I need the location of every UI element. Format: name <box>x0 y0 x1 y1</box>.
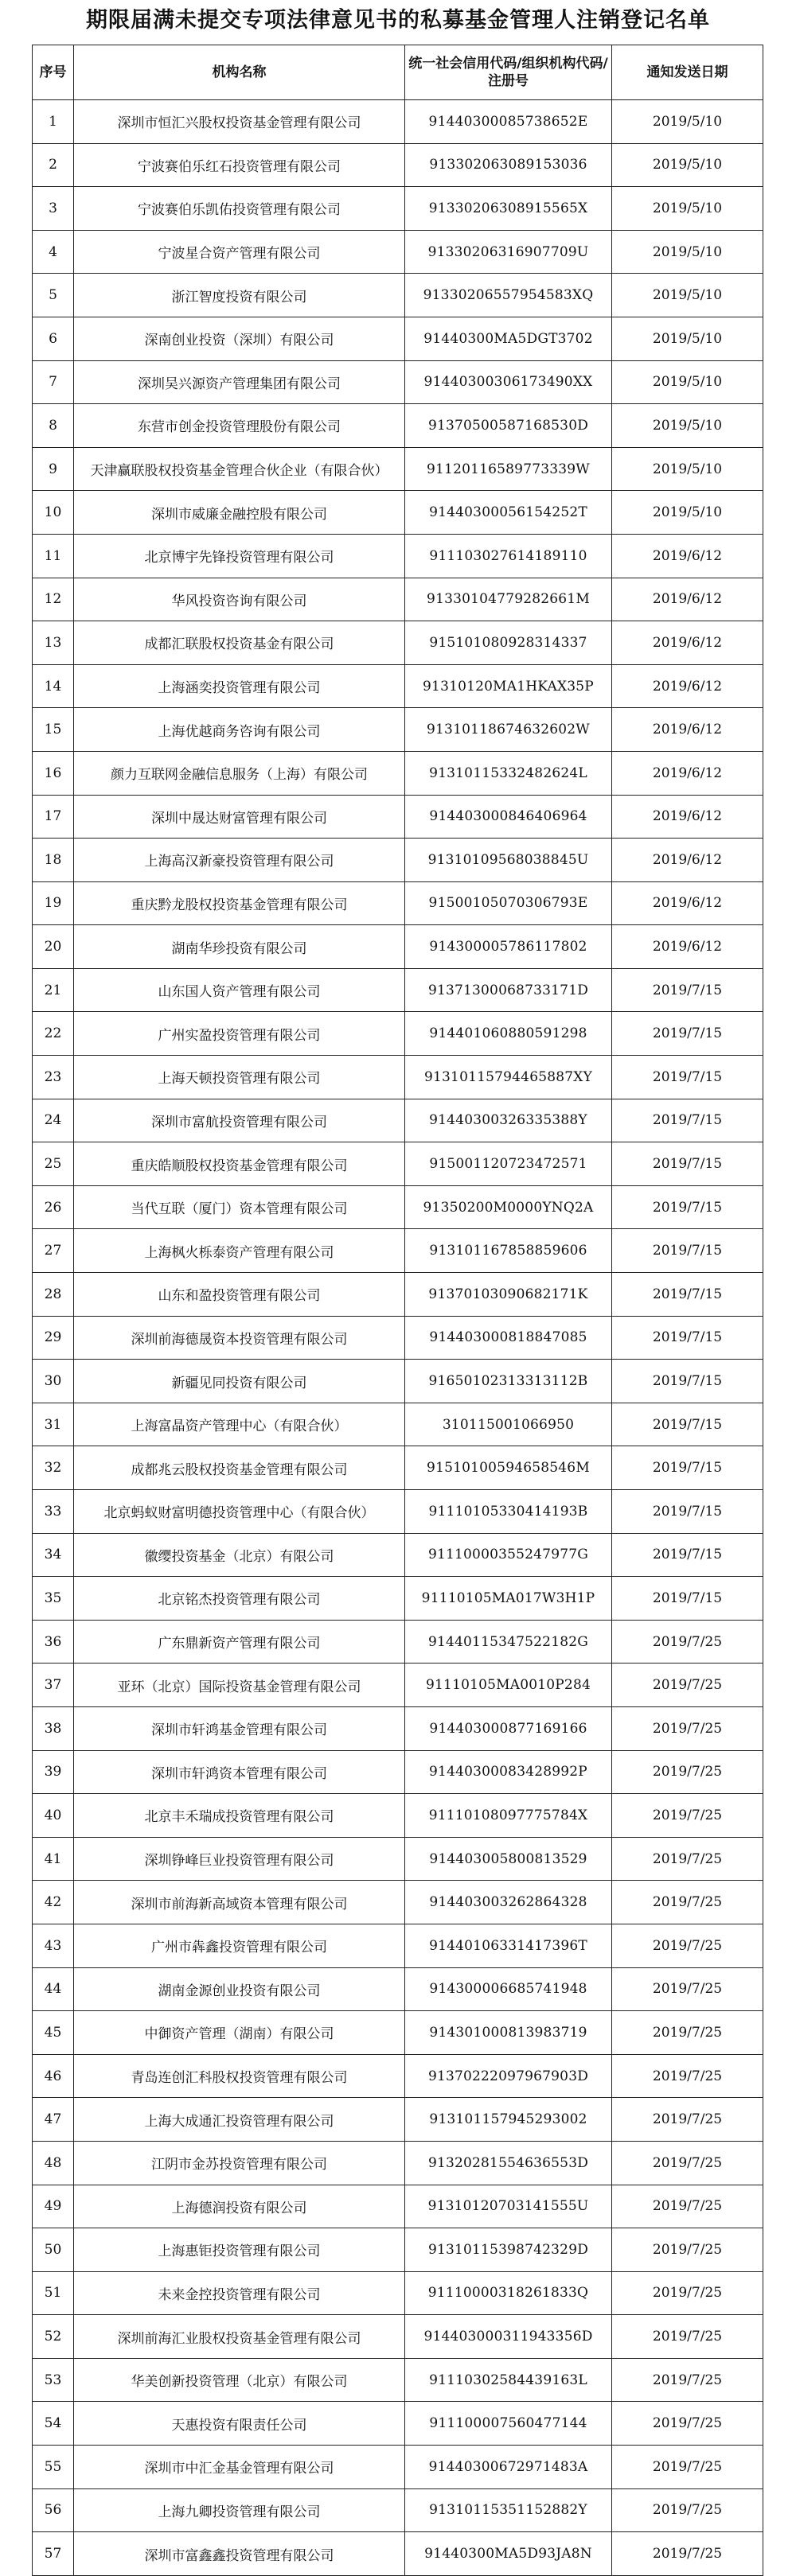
table-row <box>33 1056 763 1099</box>
serial-number-cell: 8 <box>33 404 74 448</box>
table-row <box>33 491 763 535</box>
credit-code-cell: 91440300083428992P <box>405 1750 612 1794</box>
credit-code-cell: 91650102313313112B <box>405 1360 612 1403</box>
serial-number-cell: 24 <box>33 1099 74 1142</box>
credit-code-cell: 91320281554636553D <box>405 2141 612 2185</box>
credit-code-cell: 91110105330414193B <box>405 1490 612 1534</box>
institution-name-cell: 深圳市前海新高域资本管理有限公司 <box>74 1881 405 1924</box>
table-row <box>33 2011 763 2055</box>
credit-code-cell: 91370500587168530D <box>405 404 612 448</box>
notice-date-cell: 2019/6/12 <box>612 664 763 708</box>
credit-code-cell: 913101167858859606 <box>405 1229 612 1273</box>
table-row <box>33 1446 763 1490</box>
institution-name-cell: 徽缨投资基金（北京）有限公司 <box>74 1533 405 1577</box>
credit-code-cell: 91510100594658546M <box>405 1446 612 1490</box>
notice-date-cell: 2019/7/25 <box>612 2488 763 2532</box>
institution-name-cell: 华美创新投资管理（北京）有限公司 <box>74 2358 405 2402</box>
institution-name-cell: 深圳市恒汇兴股权投资基金管理有限公司 <box>74 100 405 144</box>
credit-code-cell: 91370222097967903D <box>405 2054 612 2098</box>
institution-name-cell: 上海德润投资有限公司 <box>74 2185 405 2228</box>
notice-date-cell: 2019/6/12 <box>612 839 763 882</box>
notice-date-cell: 2019/7/25 <box>612 2185 763 2228</box>
table-row <box>33 317 763 360</box>
serial-number-cell: 35 <box>33 1577 74 1621</box>
table-row <box>33 1577 763 1621</box>
table-row <box>33 360 763 404</box>
institution-name-cell: 宁波星合资产管理有限公司 <box>74 230 405 274</box>
serial-number-cell: 32 <box>33 1446 74 1490</box>
institution-name-cell: 北京铭杰投资管理有限公司 <box>74 1577 405 1621</box>
table-row <box>33 1229 763 1273</box>
credit-code-cell: 91110000355247977G <box>405 1533 612 1577</box>
institution-name-cell: 颜力互联网金融信息服务（上海）有限公司 <box>74 751 405 795</box>
notice-date-cell: 2019/7/25 <box>612 1706 763 1750</box>
credit-code-cell: 91371300068733171D <box>405 968 612 1012</box>
institution-name-cell: 上海惠钜投资管理有限公司 <box>74 2228 405 2272</box>
serial-number-cell: 9 <box>33 447 74 491</box>
credit-code-cell: 91120116589773339W <box>405 447 612 491</box>
institution-name-cell: 深圳市轩鸿资本管理有限公司 <box>74 1750 405 1794</box>
notice-date-cell: 2019/5/10 <box>612 187 763 231</box>
serial-number-cell: 50 <box>33 2228 74 2272</box>
institution-name-cell: 广州市犇鑫投资管理有限公司 <box>74 1924 405 1967</box>
serial-number-cell: 31 <box>33 1403 74 1446</box>
serial-number-cell: 26 <box>33 1185 74 1229</box>
institution-name-cell: 宁波赛伯乐凯佑投资管理有限公司 <box>74 187 405 231</box>
credit-code-cell: 91370103090682171K <box>405 1273 612 1317</box>
institution-name-cell: 北京蚂蚁财富明德投资管理中心（有限合伙） <box>74 1490 405 1534</box>
table-row <box>33 1750 763 1794</box>
notice-date-cell: 2019/5/10 <box>612 447 763 491</box>
serial-number-cell: 23 <box>33 1056 74 1099</box>
notice-date-cell: 2019/5/10 <box>612 491 763 535</box>
serial-number-cell: 55 <box>33 2446 74 2489</box>
table-row <box>33 751 763 795</box>
institution-name-cell: 广东鼎新资产管理有限公司 <box>74 1620 405 1664</box>
notice-date-cell: 2019/5/10 <box>612 317 763 360</box>
credit-code-cell: 914300005786117802 <box>405 925 612 969</box>
serial-number-cell: 44 <box>33 1967 74 2011</box>
serial-number-cell: 11 <box>33 534 74 578</box>
institution-name-cell: 湖南华珍投资有限公司 <box>74 925 405 969</box>
notice-date-cell: 2019/7/25 <box>612 2402 763 2446</box>
table-row <box>33 2358 763 2402</box>
credit-code-cell: 91110302584439163L <box>405 2358 612 2402</box>
table-row <box>33 1403 763 1446</box>
notice-date-cell: 2019/7/15 <box>612 1185 763 1229</box>
institution-name-cell: 深圳前海汇业股权投资基金管理有限公司 <box>74 2315 405 2359</box>
table-row <box>33 1706 763 1750</box>
notice-date-cell: 2019/7/15 <box>612 1229 763 1273</box>
header-serial-number <box>33 45 74 100</box>
institution-name-cell: 深圳吴兴源资产管理集团有限公司 <box>74 360 405 404</box>
notice-date-cell: 2019/7/15 <box>612 1316 763 1360</box>
notice-date-cell: 2019/6/12 <box>612 578 763 621</box>
credit-code-cell: 91310115794465887XY <box>405 1056 612 1099</box>
institution-name-cell: 重庆皓顺股权投资基金管理有限公司 <box>74 1142 405 1186</box>
notice-date-cell: 2019/6/12 <box>612 621 763 665</box>
notice-date-cell: 2019/5/10 <box>612 360 763 404</box>
institution-name-cell: 江阴市金苏投资管理有限公司 <box>74 2141 405 2185</box>
serial-number-cell: 42 <box>33 1881 74 1924</box>
header-notice-date <box>612 45 763 100</box>
table-row <box>33 925 763 969</box>
serial-number-cell: 39 <box>33 1750 74 1794</box>
serial-number-cell: 7 <box>33 360 74 404</box>
serial-number-cell: 2 <box>33 143 74 187</box>
institution-name-cell: 深圳市威廉金融控股有限公司 <box>74 491 405 535</box>
table-row <box>33 968 763 1012</box>
institution-name-cell: 深圳中晟达财富管理有限公司 <box>74 795 405 839</box>
institution-name-cell: 上海大成通汇投资管理有限公司 <box>74 2098 405 2142</box>
notice-date-cell: 2019/7/25 <box>612 1750 763 1794</box>
notice-date-cell: 2019/7/15 <box>612 968 763 1012</box>
notice-date-cell: 2019/7/15 <box>612 1012 763 1056</box>
table-row <box>33 1316 763 1360</box>
serial-number-cell: 53 <box>33 2358 74 2402</box>
header-credit-code <box>405 45 612 100</box>
institution-name-cell: 青岛连创汇科股权投资管理有限公司 <box>74 2054 405 2098</box>
serial-number-cell: 19 <box>33 881 74 925</box>
serial-number-cell: 37 <box>33 1664 74 1707</box>
table-row <box>33 1620 763 1664</box>
institution-name-cell: 深圳市轩鸿基金管理有限公司 <box>74 1706 405 1750</box>
serial-number-cell: 56 <box>33 2488 74 2532</box>
institution-name-cell: 广州实盈投资管理有限公司 <box>74 1012 405 1056</box>
notice-date-cell: 2019/6/12 <box>612 751 763 795</box>
credit-code-cell: 911100007560477144 <box>405 2402 612 2446</box>
notice-date-cell: 2019/7/15 <box>612 1099 763 1142</box>
serial-number-cell: 6 <box>33 317 74 360</box>
header-credit-code-label: 统一社会信用代码/组织机构代码/注册号 <box>408 56 608 89</box>
notice-date-cell: 2019/7/15 <box>612 1533 763 1577</box>
credit-code-cell: 91110108097775784X <box>405 1794 612 1838</box>
table-row <box>33 2228 763 2272</box>
institution-name-cell: 当代互联（厦门）资本管理有限公司 <box>74 1185 405 1229</box>
table-row <box>33 1185 763 1229</box>
serial-number-cell: 27 <box>33 1229 74 1273</box>
credit-code-cell: 91330206308915565X <box>405 187 612 231</box>
table-row <box>33 795 763 839</box>
table-row <box>33 839 763 882</box>
credit-code-cell: 91440300672971483A <box>405 2446 612 2489</box>
serial-number-cell: 57 <box>33 2532 74 2576</box>
table-row <box>33 1924 763 1967</box>
notice-date-cell: 2019/7/15 <box>612 1360 763 1403</box>
credit-code-cell: 91310120MA1HKAX35P <box>405 664 612 708</box>
institution-name-cell: 天惠投资有限责任公司 <box>74 2402 405 2446</box>
credit-code-cell: 91310120703141555U <box>405 2185 612 2228</box>
credit-code-cell: 91330206557954583XQ <box>405 274 612 317</box>
serial-number-cell: 51 <box>33 2271 74 2315</box>
credit-code-cell: 915101080928314337 <box>405 621 612 665</box>
serial-number-cell: 47 <box>33 2098 74 2142</box>
table-row <box>33 534 763 578</box>
credit-code-cell: 91440300326335388Y <box>405 1099 612 1142</box>
institution-name-cell: 成都汇联股权投资基金有限公司 <box>74 621 405 665</box>
table-row <box>33 1099 763 1142</box>
deregistration-table <box>32 45 763 2576</box>
credit-code-cell: 91110105MA0010P284 <box>405 1664 612 1707</box>
institution-name-cell: 中御资产管理（湖南）有限公司 <box>74 2011 405 2055</box>
institution-name-cell: 上海天顿投资管理有限公司 <box>74 1056 405 1099</box>
serial-number-cell: 34 <box>33 1533 74 1577</box>
credit-code-cell: 91310109568038845U <box>405 839 612 882</box>
table-row <box>33 1142 763 1186</box>
credit-code-cell: 91440300056154252T <box>405 491 612 535</box>
credit-code-cell: 914301000813983719 <box>405 2011 612 2055</box>
notice-date-cell: 2019/7/25 <box>612 2011 763 2055</box>
credit-code-cell: 914403000877169166 <box>405 1706 612 1750</box>
table-row <box>33 578 763 621</box>
header-notice-date-label: 通知发送日期 <box>646 64 728 80</box>
notice-date-cell: 2019/6/12 <box>612 708 763 752</box>
credit-code-cell: 914403000818847085 <box>405 1316 612 1360</box>
serial-number-cell: 43 <box>33 1924 74 1967</box>
institution-name-cell: 北京丰禾瑞成投资管理有限公司 <box>74 1794 405 1838</box>
institution-name-cell: 上海高汉新豪投资管理有限公司 <box>74 839 405 882</box>
notice-date-cell: 2019/7/25 <box>612 2358 763 2402</box>
notice-date-cell: 2019/7/25 <box>612 2446 763 2489</box>
table-row <box>33 2488 763 2532</box>
institution-name-cell: 深南创业投资（深圳）有限公司 <box>74 317 405 360</box>
table-row <box>33 2141 763 2185</box>
serial-number-cell: 16 <box>33 751 74 795</box>
notice-date-cell: 2019/7/25 <box>612 2271 763 2315</box>
table-row <box>33 1794 763 1838</box>
table-row <box>33 2446 763 2489</box>
serial-number-cell: 1 <box>33 100 74 144</box>
serial-number-cell: 15 <box>33 708 74 752</box>
table-row <box>33 1490 763 1534</box>
notice-date-cell: 2019/6/12 <box>612 534 763 578</box>
notice-date-cell: 2019/7/15 <box>612 1056 763 1099</box>
serial-number-cell: 5 <box>33 274 74 317</box>
notice-date-cell: 2019/7/25 <box>612 2141 763 2185</box>
table-row <box>33 881 763 925</box>
institution-name-cell: 重庆黔龙股权投资基金管理有限公司 <box>74 881 405 925</box>
institution-name-cell: 山东国人资产管理有限公司 <box>74 968 405 1012</box>
notice-date-cell: 2019/7/15 <box>612 1446 763 1490</box>
serial-number-cell: 22 <box>33 1012 74 1056</box>
serial-number-cell: 49 <box>33 2185 74 2228</box>
serial-number-cell: 52 <box>33 2315 74 2359</box>
table-body <box>33 100 763 2576</box>
table-row <box>33 2402 763 2446</box>
serial-number-cell: 12 <box>33 578 74 621</box>
notice-date-cell: 2019/5/10 <box>612 274 763 317</box>
table-row <box>33 1881 763 1924</box>
credit-code-cell: 91440300085738652E <box>405 100 612 144</box>
credit-code-cell: 914300006685741948 <box>405 1967 612 2011</box>
table-row <box>33 1837 763 1881</box>
credit-code-cell: 91440115347522182G <box>405 1620 612 1664</box>
table-row <box>33 187 763 231</box>
serial-number-cell: 36 <box>33 1620 74 1664</box>
notice-date-cell: 2019/7/15 <box>612 1142 763 1186</box>
institution-name-cell: 北京博宇先锋投资管理有限公司 <box>74 534 405 578</box>
institution-name-cell: 亚环（北京）国际投资基金管理有限公司 <box>74 1664 405 1707</box>
notice-date-cell: 2019/7/25 <box>612 2054 763 2098</box>
notice-date-cell: 2019/7/15 <box>612 1273 763 1317</box>
serial-number-cell: 46 <box>33 2054 74 2098</box>
notice-date-cell: 2019/7/25 <box>612 2315 763 2359</box>
institution-name-cell: 深圳市富航投资管理有限公司 <box>74 1099 405 1142</box>
institution-name-cell: 新疆见同投资有限公司 <box>74 1360 405 1403</box>
credit-code-cell: 914403000846406964 <box>405 795 612 839</box>
serial-number-cell: 3 <box>33 187 74 231</box>
table-row <box>33 404 763 448</box>
credit-code-cell: 91330104779282661M <box>405 578 612 621</box>
credit-code-cell: 91440106331417396T <box>405 1924 612 1967</box>
institution-name-cell: 深圳前海德晟资本投资管理有限公司 <box>74 1316 405 1360</box>
table-row <box>33 2054 763 2098</box>
credit-code-cell: 914403005800813529 <box>405 1837 612 1881</box>
table-row <box>33 1273 763 1317</box>
notice-date-cell: 2019/5/10 <box>612 404 763 448</box>
institution-name-cell: 深圳市中汇金基金管理有限公司 <box>74 2446 405 2489</box>
notice-date-cell: 2019/7/25 <box>612 1881 763 1924</box>
table-row <box>33 2315 763 2359</box>
credit-code-cell: 913101157945293002 <box>405 2098 612 2142</box>
notice-date-cell: 2019/7/25 <box>612 1837 763 1881</box>
credit-code-cell: 914401060880591298 <box>405 1012 612 1056</box>
credit-code-cell: 91310115351152882Y <box>405 2488 612 2532</box>
serial-number-cell: 10 <box>33 491 74 535</box>
institution-name-cell: 上海九卿投资管理有限公司 <box>74 2488 405 2532</box>
notice-date-cell: 2019/7/25 <box>612 1967 763 2011</box>
credit-code-cell: 91440300306173490XX <box>405 360 612 404</box>
institution-name-cell: 深圳市富鑫鑫投资管理有限公司 <box>74 2532 405 2576</box>
notice-date-cell: 2019/7/25 <box>612 1664 763 1707</box>
notice-date-cell: 2019/7/25 <box>612 2228 763 2272</box>
institution-name-cell: 上海涵奕投资管理有限公司 <box>74 664 405 708</box>
institution-name-cell: 浙江智度投资有限公司 <box>74 274 405 317</box>
table-row <box>33 2271 763 2315</box>
notice-date-cell: 2019/7/15 <box>612 1490 763 1534</box>
credit-code-cell: 91310118674632602W <box>405 708 612 752</box>
institution-name-cell: 成都兆云股权投资基金管理有限公司 <box>74 1446 405 1490</box>
credit-code-cell: 91440300MA5DGT3702 <box>405 317 612 360</box>
credit-code-cell: 91440300MA5D93JA8N <box>405 2532 612 2576</box>
institution-name-cell: 上海优越商务咨询有限公司 <box>74 708 405 752</box>
table-row <box>33 143 763 187</box>
institution-name-cell: 山东和盈投资管理有限公司 <box>74 1273 405 1317</box>
table-row <box>33 2185 763 2228</box>
institution-name-cell: 华风投资咨询有限公司 <box>74 578 405 621</box>
serial-number-cell: 38 <box>33 1706 74 1750</box>
serial-number-cell: 41 <box>33 1837 74 1881</box>
notice-date-cell: 2019/7/15 <box>612 1403 763 1446</box>
table-row <box>33 274 763 317</box>
serial-number-cell: 48 <box>33 2141 74 2185</box>
serial-number-cell: 28 <box>33 1273 74 1317</box>
table-header-row <box>33 45 763 100</box>
credit-code-cell: 914403003262864328 <box>405 1881 612 1924</box>
notice-date-cell: 2019/7/25 <box>612 1924 763 1967</box>
institution-name-cell: 深圳铮峰巨业投资管理有限公司 <box>74 1837 405 1881</box>
table-row <box>33 664 763 708</box>
credit-code-cell: 915001120723472571 <box>405 1142 612 1186</box>
serial-number-cell: 29 <box>33 1316 74 1360</box>
serial-number-cell: 33 <box>33 1490 74 1534</box>
credit-code-cell: 91110000318261833Q <box>405 2271 612 2315</box>
notice-date-cell: 2019/7/25 <box>612 2098 763 2142</box>
table-row <box>33 2532 763 2576</box>
serial-number-cell: 18 <box>33 839 74 882</box>
serial-number-cell: 17 <box>33 795 74 839</box>
serial-number-cell: 40 <box>33 1794 74 1838</box>
table-row <box>33 1012 763 1056</box>
notice-date-cell: 2019/7/25 <box>612 1794 763 1838</box>
credit-code-cell: 914403000311943356D <box>405 2315 612 2359</box>
table-row <box>33 2098 763 2142</box>
institution-name-cell: 宁波赛伯乐红石投资管理有限公司 <box>74 143 405 187</box>
credit-code-cell: 911103027614189110 <box>405 534 612 578</box>
serial-number-cell: 21 <box>33 968 74 1012</box>
institution-name-cell: 未来金控投资管理有限公司 <box>74 2271 405 2315</box>
serial-number-cell: 4 <box>33 230 74 274</box>
notice-date-cell: 2019/5/10 <box>612 100 763 144</box>
table-row <box>33 1360 763 1403</box>
institution-name-cell: 东营市创金投资管理股份有限公司 <box>74 404 405 448</box>
credit-code-cell: 91310115398742329D <box>405 2228 612 2272</box>
header-institution-name-label: 机构名称 <box>212 64 267 80</box>
credit-code-cell: 91350200M0000YNQ2A <box>405 1185 612 1229</box>
notice-date-cell: 2019/6/12 <box>612 881 763 925</box>
table-row <box>33 230 763 274</box>
table-row <box>33 708 763 752</box>
notice-date-cell: 2019/7/25 <box>612 1620 763 1664</box>
credit-code-cell: 91310115332482624L <box>405 751 612 795</box>
serial-number-cell: 54 <box>33 2402 74 2446</box>
notice-date-cell: 2019/7/15 <box>612 1577 763 1621</box>
document-title: 期限届满未提交专项法律意见书的私募基金管理人注销登记名单 <box>86 8 710 33</box>
institution-name-cell: 天津赢联股权投资基金管理合伙企业（有限合伙） <box>74 447 405 491</box>
header-serial-number-label: 序号 <box>39 64 67 80</box>
notice-date-cell: 2019/5/10 <box>612 230 763 274</box>
notice-date-cell: 2019/5/10 <box>612 143 763 187</box>
header-institution-name <box>74 45 405 100</box>
table-row <box>33 621 763 665</box>
credit-code-cell: 91110105MA017W3H1P <box>405 1577 612 1621</box>
table-row <box>33 447 763 491</box>
table-row <box>33 1664 763 1707</box>
notice-date-cell: 2019/6/12 <box>612 925 763 969</box>
notice-date-cell: 2019/6/12 <box>612 795 763 839</box>
table-row <box>33 1967 763 2011</box>
serial-number-cell: 30 <box>33 1360 74 1403</box>
serial-number-cell: 25 <box>33 1142 74 1186</box>
notice-date-cell: 2019/7/25 <box>612 2532 763 2576</box>
institution-name-cell: 上海枫火栎泰资产管理有限公司 <box>74 1229 405 1273</box>
institution-name-cell: 上海富晶资产管理中心（有限合伙） <box>74 1403 405 1446</box>
institution-name-cell: 湖南金源创业投资有限公司 <box>74 1967 405 2011</box>
serial-number-cell: 45 <box>33 2011 74 2055</box>
credit-code-cell: 91330206316907709U <box>405 230 612 274</box>
table-row <box>33 100 763 144</box>
credit-code-cell: 310115001066950 <box>405 1403 612 1446</box>
serial-number-cell: 14 <box>33 664 74 708</box>
serial-number-cell: 20 <box>33 925 74 969</box>
credit-code-cell: 91500105070306793E <box>405 881 612 925</box>
serial-number-cell: 13 <box>33 621 74 665</box>
credit-code-cell: 913302063089153036 <box>405 143 612 187</box>
table-row <box>33 1533 763 1577</box>
